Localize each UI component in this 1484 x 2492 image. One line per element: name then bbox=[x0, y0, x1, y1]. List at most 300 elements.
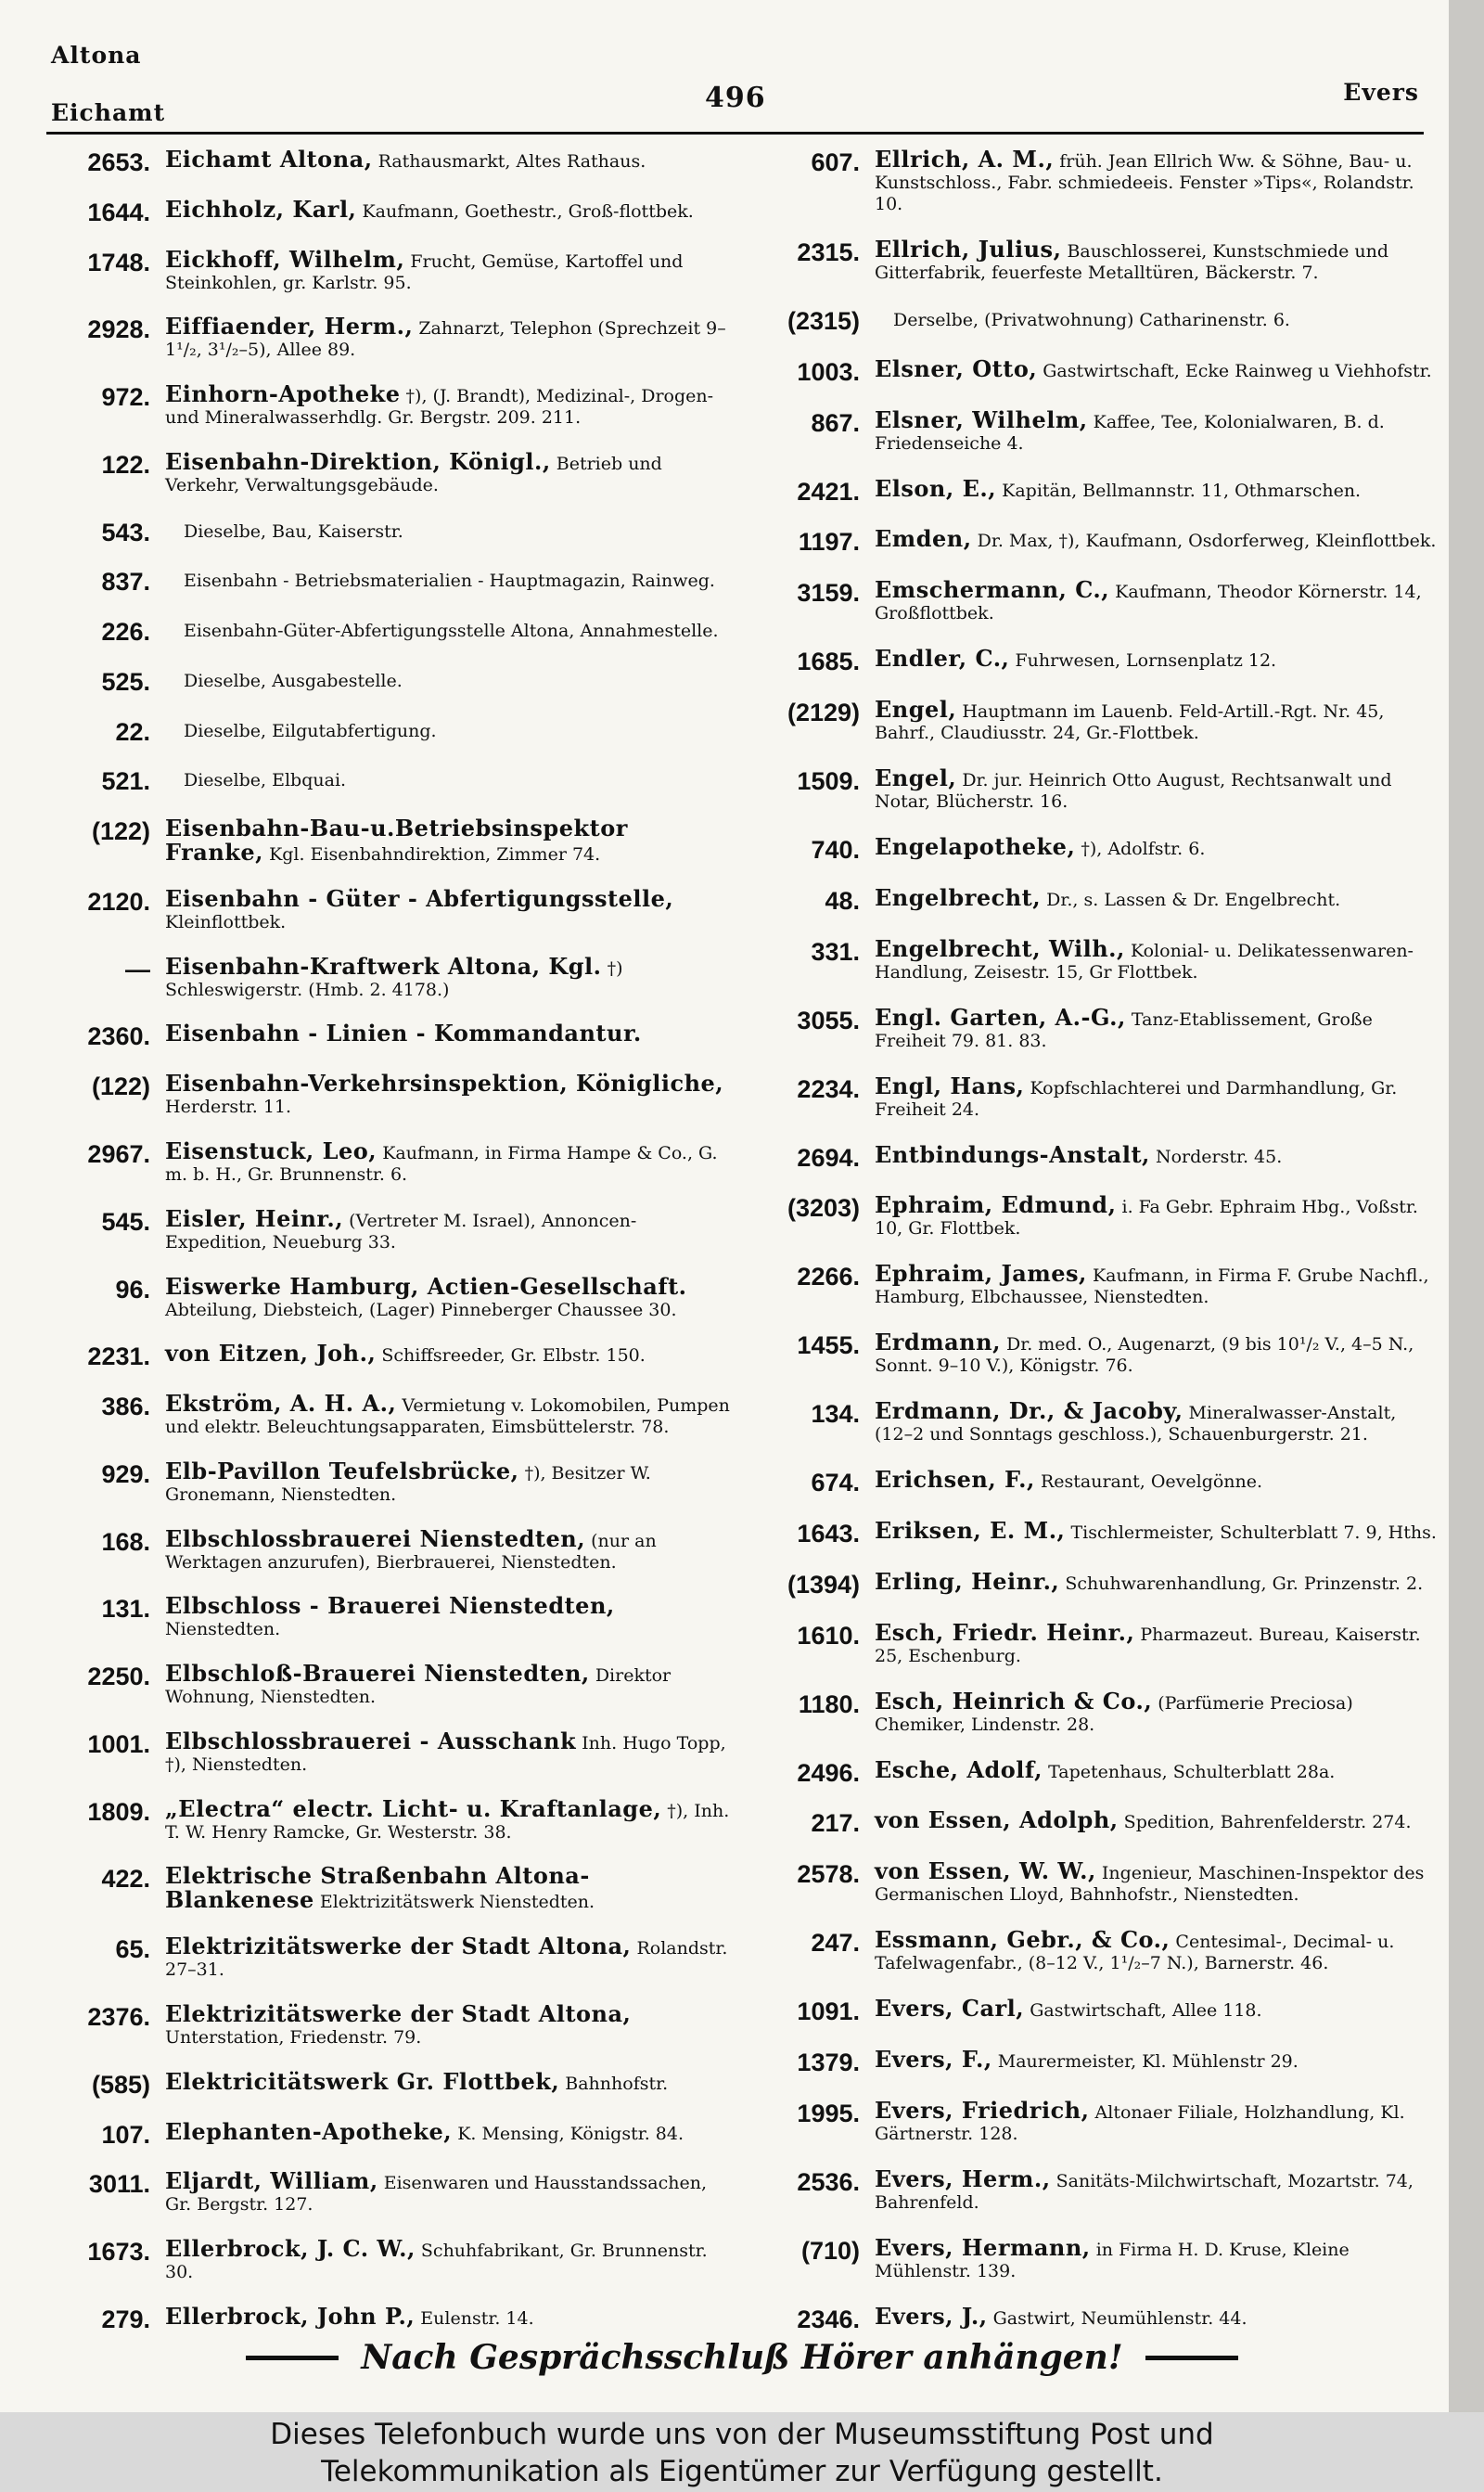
entry-details: Maurermeister, Kl. Mühlenstr 29. bbox=[997, 2051, 1298, 2073]
entry-number: 867. bbox=[811, 408, 860, 437]
entry-text bbox=[165, 1342, 733, 1367]
entry-text bbox=[165, 380, 733, 429]
entry-text bbox=[165, 618, 733, 642]
entry-details: Tapetenhaus, Schulterblatt 28a. bbox=[1048, 1761, 1336, 1782]
entry-name: Elsner, Otto, bbox=[875, 354, 1038, 382]
entry-details: Tischlermeister, Schulterblatt 7. 9, Hths. bbox=[1070, 1522, 1437, 1543]
entry-text bbox=[165, 952, 733, 1001]
entry-details: i. Fa Gebr. Ephraim Hbg., Voßstr. 10, Gr. Flottbek. bbox=[875, 1197, 1418, 1240]
entry-text bbox=[875, 934, 1438, 983]
entry-details: Dr. Max, †), Kaufmann, Osdorferweg, Kleinflottbek. bbox=[977, 531, 1437, 552]
entry-number: 386. bbox=[101, 1393, 150, 1421]
directory-entry bbox=[46, 2167, 733, 2216]
entry-number: 2231. bbox=[87, 1342, 150, 1371]
directory-entry bbox=[756, 2164, 1438, 2214]
entry-text bbox=[875, 1140, 1438, 1168]
entry-name: Elbschlossbrauerei - Ausschank bbox=[165, 1727, 577, 1754]
entry-name: Eiffiaender, Herm., bbox=[165, 313, 414, 340]
entry-number: 2234. bbox=[797, 1074, 860, 1103]
entry-details: Rolandstr. 27–31. bbox=[165, 1938, 728, 1981]
entry-name: Evers, Herm., bbox=[875, 2164, 1051, 2192]
entry-number: 929. bbox=[101, 1459, 150, 1488]
entry-name: Eichholz, Karl, bbox=[165, 195, 357, 223]
entry-name: Erdmann, bbox=[875, 1329, 1001, 1356]
entry-number: 1748. bbox=[87, 248, 150, 276]
entry-details: Eisenbahn - Betriebsmaterialien - Hauptmagazin, Rainweg. bbox=[184, 571, 715, 592]
entry-number: 2536. bbox=[797, 2167, 860, 2196]
entry-number: 2653. bbox=[87, 148, 150, 176]
entry-details: †), Inh. T. W. Henry Ramcke, Gr. Westerstr. 38. bbox=[165, 1800, 730, 1843]
entry-name: Eljardt, William, bbox=[165, 2167, 378, 2195]
entry-text bbox=[165, 1272, 733, 1321]
entry-name: Eickhoff, Wilhelm, bbox=[165, 245, 405, 273]
left-column bbox=[46, 148, 733, 2333]
entry-details: †), Adolfstr. 6. bbox=[1081, 838, 1206, 859]
entry-details: (Vertreter M. Israel), Annoncen-Expedition, Neueburg 33. bbox=[165, 1210, 637, 1252]
entry-text bbox=[875, 1618, 1438, 1667]
entry-details: Direktor Wohnung, Nienstedten. bbox=[165, 1665, 672, 1708]
directory-entry bbox=[46, 148, 733, 176]
entry-name: Esch, Heinrich & Co., bbox=[875, 1687, 1153, 1715]
header-rule bbox=[46, 132, 1424, 135]
entry-name: Eisenbahn-Direktion, Königl., bbox=[165, 447, 551, 475]
notice-line-1: Dieses Telefonbuch wurde uns von der Museumsstiftung Post und bbox=[270, 2418, 1214, 2451]
entry-number: 48. bbox=[825, 886, 860, 915]
entry-number: 545. bbox=[101, 1207, 150, 1236]
entry-details: Rathausmarkt, Altes Rathaus. bbox=[377, 151, 646, 172]
entry-name: Elektrizitätswerke der Stadt Altona, bbox=[165, 1999, 632, 2027]
directory-entry bbox=[46, 195, 733, 226]
entry-number: 3011. bbox=[88, 2170, 150, 2199]
entry-text bbox=[875, 148, 1438, 215]
directory-entry bbox=[46, 1660, 733, 1708]
entry-name: Engelbrecht, Wilh., bbox=[875, 934, 1125, 962]
entry-details: Bahnhofstr. bbox=[565, 2073, 669, 2094]
entry-text bbox=[875, 1397, 1438, 1445]
entry-details: Tanz-Etablissement, Große Freiheit 79. 81. 83. bbox=[875, 1008, 1373, 1051]
entry-number: 2967. bbox=[87, 1140, 150, 1169]
entry-name: Evers, J., bbox=[875, 2302, 988, 2330]
entry-details: Kolonial- u. Delikatessenwaren-Handlung, Zeisestr. 15, Gr Flottbek. bbox=[875, 940, 1414, 983]
directory-entry bbox=[756, 525, 1438, 557]
header-city: Altona bbox=[51, 42, 142, 69]
directory-entry bbox=[46, 884, 733, 933]
entry-name: Elektrizitätswerke der Stadt Altona, bbox=[165, 1933, 632, 1960]
entry-number: (122) bbox=[91, 817, 150, 846]
entry-name: Ephraim, James, bbox=[875, 1260, 1087, 1288]
entry-details: Dieselbe, Ausgabestelle. bbox=[184, 670, 403, 691]
entry-number: 422. bbox=[101, 1865, 150, 1894]
header-last-entry: Evers bbox=[1343, 79, 1419, 106]
entry-name: Ekström, A. H. A., bbox=[165, 1390, 397, 1418]
entry-text bbox=[165, 568, 733, 592]
entry-details: (nur an Werktagen anzurufen), Bierbrauerei, Nienstedten. bbox=[165, 1530, 657, 1573]
entry-details: früh. Jean Ellrich Ww. & Söhne, Bau- u. Kunstschloss., Fabr. schmiedeeis. Fenster »Tips«, Rolandstr. 10. bbox=[875, 151, 1414, 214]
entry-number: (585) bbox=[91, 2070, 150, 2099]
directory-entry bbox=[756, 645, 1438, 676]
directory-entry bbox=[756, 2046, 1438, 2077]
directory-entry bbox=[756, 474, 1438, 506]
entry-name: Ellerbrock, John P., bbox=[165, 2302, 416, 2330]
entry-details: Dieselbe, Elbquai. bbox=[184, 770, 347, 791]
entry-name: Eisler, Heinr., bbox=[165, 1204, 344, 1232]
directory-entry bbox=[756, 1516, 1438, 1548]
entry-text bbox=[165, 2167, 733, 2216]
entry-details: Hauptmann im Lauenb. Feld-Artill.-Rgt. Nr. 45, Bahrf., Claudiusstr. 24, Gr.-Flottbek. bbox=[875, 701, 1385, 744]
entry-text bbox=[165, 668, 733, 692]
ownership-notice bbox=[0, 2412, 1484, 2492]
entry-details: Dr., s. Lassen & Dr. Engelbrecht. bbox=[1046, 889, 1341, 910]
entry-number: (3203) bbox=[787, 1194, 860, 1223]
entry-name: Esche, Adolf, bbox=[875, 1755, 1043, 1783]
entry-name: Einhorn-Apotheke bbox=[165, 380, 401, 408]
directory-entry bbox=[756, 1260, 1438, 1308]
entry-text bbox=[875, 307, 1438, 331]
entry-text bbox=[875, 696, 1438, 744]
entry-name: Erichsen, F., bbox=[875, 1466, 1035, 1494]
directory-entry bbox=[756, 1997, 1438, 2025]
entry-details: Herderstr. 11. bbox=[165, 1097, 292, 1118]
entry-details: Bauschlosserei, Kunstschmiede und Gitterfabrik, feuerfeste Metalltüren, Bäckerstr. 7. bbox=[875, 240, 1389, 283]
entry-name: Ephraim, Edmund, bbox=[875, 1191, 1117, 1219]
entry-text bbox=[875, 2097, 1438, 2145]
entry-number: 65. bbox=[115, 1935, 150, 1964]
entry-text bbox=[165, 1862, 733, 1914]
directory-entry bbox=[756, 1397, 1438, 1445]
entry-number: 3055. bbox=[797, 1006, 860, 1034]
directory-entry bbox=[46, 1204, 733, 1253]
entry-text bbox=[165, 195, 733, 223]
entry-number: 226. bbox=[101, 618, 150, 647]
entry-details: †), Besitzer W. Gronemann, Nienstedten. bbox=[165, 1462, 651, 1505]
entry-number: — bbox=[125, 955, 150, 983]
directory-entry bbox=[46, 315, 733, 361]
entry-details: Sanitäts-Milchwirtschaft, Mozartstr. 74, Bahrenfeld. bbox=[875, 2170, 1414, 2213]
directory-entry bbox=[756, 1191, 1438, 1240]
entry-number: 247. bbox=[811, 1929, 860, 1958]
directory-entry bbox=[46, 1457, 733, 1506]
entry-name: Eiswerke Hamburg, Actien-Gesellschaft. bbox=[165, 1272, 687, 1300]
directory-entry bbox=[46, 952, 733, 1001]
entry-details: Restaurant, Oevelgönne. bbox=[1040, 1471, 1263, 1493]
entry-details: Kaffee, Tee, Kolonialwaren, B. d. Friedenseiche 4. bbox=[875, 411, 1385, 454]
directory-entry bbox=[46, 245, 733, 294]
entry-name: Elektrische Straßenbahn Altona-Blankenese bbox=[165, 1862, 590, 1914]
directory-entry bbox=[756, 934, 1438, 983]
directory-entry bbox=[46, 1524, 733, 1574]
directory-entry bbox=[756, 2097, 1438, 2145]
entry-text bbox=[875, 1567, 1438, 1595]
directory-entry bbox=[46, 1999, 733, 2049]
entry-text bbox=[875, 1191, 1438, 1240]
entry-details: Dieselbe, Bau, Kaiserstr. bbox=[184, 520, 403, 542]
slogan-text: Nach Gesprächsschluß Hörer anhängen! bbox=[361, 2338, 1123, 2377]
entry-text bbox=[875, 1466, 1438, 1494]
directory-entry bbox=[46, 2067, 733, 2099]
entry-name: Emden, bbox=[875, 525, 972, 553]
directory-entry bbox=[756, 1857, 1438, 1906]
entry-name: Eichamt Altona, bbox=[165, 146, 373, 173]
entry-details: Inh. Hugo Topp, †), Nienstedten. bbox=[165, 1732, 726, 1775]
entry-text bbox=[165, 884, 733, 933]
entry-text bbox=[875, 474, 1438, 502]
entry-text bbox=[165, 2117, 733, 2145]
directory-entry bbox=[756, 1687, 1438, 1736]
entry-details: Altonaer Filiale, Holzhandlung, Kl. Gärtnerstr. 128. bbox=[875, 2102, 1405, 2144]
entry-name: Engelbrecht, bbox=[875, 883, 1042, 911]
entry-text bbox=[165, 1727, 733, 1776]
entry-name: Engel, bbox=[875, 764, 957, 792]
entry-number: 1091. bbox=[797, 1997, 860, 2026]
entry-details: Centesimal-, Decimal- u. Tafelwagenfabr., (8–12 V., 1¹/₂–7 N.), Barnerstr. 46. bbox=[875, 1932, 1395, 1974]
entry-text bbox=[875, 405, 1438, 455]
entry-name: Engel, bbox=[875, 696, 957, 724]
entry-text bbox=[875, 2046, 1438, 2074]
directory-entry bbox=[756, 832, 1438, 864]
directory-entry bbox=[46, 1342, 733, 1370]
entry-name: Engelapotheke, bbox=[875, 832, 1076, 860]
entry-name: Evers, F., bbox=[875, 2046, 992, 2074]
entry-details: Fuhrwesen, Lornsenplatz 12. bbox=[1015, 650, 1277, 672]
entry-number: 837. bbox=[101, 568, 150, 597]
entry-name: Erling, Heinr., bbox=[875, 1567, 1060, 1595]
entry-details: Mineralwasser-Anstalt, (12–2 und Sonntags geschloss.), Schauenburgerstr. 21. bbox=[875, 1403, 1397, 1445]
entry-name: Entbindungs-Anstalt, bbox=[875, 1140, 1150, 1168]
entry-number: 131. bbox=[101, 1595, 150, 1624]
entry-name: Evers, Friedrich, bbox=[875, 2097, 1090, 2124]
entry-name: Engl, Hans, bbox=[875, 1072, 1025, 1099]
entry-number: 122. bbox=[101, 450, 150, 479]
directory-entry bbox=[46, 380, 733, 429]
entry-name: Erdmann, Dr., & Jacoby, bbox=[875, 1397, 1183, 1425]
entry-text bbox=[165, 2302, 733, 2330]
entry-text bbox=[165, 767, 733, 791]
entry-name: Elbschloß-Brauerei Nienstedten, bbox=[165, 1660, 590, 1688]
entry-text bbox=[875, 764, 1438, 813]
entry-text bbox=[875, 1806, 1438, 1834]
entry-number: 1643. bbox=[797, 1519, 860, 1548]
entry-text bbox=[165, 1137, 733, 1186]
entry-details: Nienstedten. bbox=[165, 1619, 281, 1640]
entry-name: Evers, Carl, bbox=[875, 1995, 1025, 2023]
directory-entry bbox=[756, 1567, 1438, 1599]
entry-text bbox=[875, 1003, 1438, 1052]
entry-text bbox=[165, 1794, 733, 1843]
directory-entry bbox=[46, 519, 733, 546]
directory-entry bbox=[756, 1072, 1438, 1121]
footer-slogan bbox=[0, 2338, 1484, 2377]
entry-number: 1809. bbox=[87, 1797, 150, 1826]
directory-entry bbox=[756, 2233, 1438, 2282]
entry-number: 134. bbox=[811, 1400, 860, 1429]
entry-text bbox=[165, 1390, 733, 1438]
directory-entry bbox=[46, 1390, 733, 1438]
entry-number: 1197. bbox=[798, 528, 860, 557]
entry-text bbox=[165, 2067, 733, 2095]
directory-entry bbox=[756, 576, 1438, 624]
entry-text bbox=[875, 883, 1438, 911]
notice-line-2: Telekommunikation als Eigentümer zur Verfügung gestellt. bbox=[321, 2455, 1163, 2488]
entry-text bbox=[875, 2233, 1438, 2282]
entry-number: 1610. bbox=[797, 1621, 860, 1650]
entry-details: Elektrizitätswerk Nienstedten. bbox=[319, 1892, 595, 1913]
entry-number: (2129) bbox=[787, 699, 860, 727]
entry-text bbox=[165, 1592, 733, 1640]
entry-text bbox=[875, 1926, 1438, 1974]
entry-text bbox=[165, 1204, 733, 1253]
entry-number: 279. bbox=[101, 2305, 150, 2333]
entry-name: von Essen, W. W., bbox=[875, 1857, 1096, 1885]
directory-entry bbox=[46, 817, 733, 866]
page-edge bbox=[1449, 0, 1484, 2412]
directory-entry bbox=[756, 354, 1438, 386]
entry-text bbox=[165, 1524, 733, 1574]
entry-name: Eriksen, E. M., bbox=[875, 1516, 1066, 1544]
directory-entry bbox=[756, 1331, 1438, 1377]
entry-number: (1394) bbox=[787, 1570, 860, 1599]
entry-details: Schuhfabrikant, Gr. Brunnenstr. 30. bbox=[165, 2241, 708, 2283]
entry-number: 2578. bbox=[797, 1860, 860, 1889]
entry-text bbox=[875, 1755, 1438, 1783]
entry-number: 2250. bbox=[87, 1663, 150, 1691]
entry-text bbox=[165, 519, 733, 543]
entry-number: 1455. bbox=[797, 1331, 860, 1360]
directory-entry bbox=[46, 1935, 733, 1981]
directory-entry bbox=[46, 568, 733, 596]
entry-name: von Eitzen, Joh., bbox=[165, 1340, 377, 1368]
entry-number: (122) bbox=[91, 1073, 150, 1101]
entry-details: Kleinflottbek. bbox=[165, 911, 287, 932]
entry-text bbox=[875, 832, 1438, 860]
entry-number: 972. bbox=[101, 383, 150, 412]
entry-number: 1995. bbox=[797, 2100, 860, 2127]
directory-entry bbox=[756, 1926, 1438, 1974]
entry-name: Esch, Friedr. Heinr., bbox=[875, 1618, 1135, 1646]
entry-text bbox=[875, 2302, 1438, 2330]
entry-details: Dr. med. O., Augenarzt, (9 bis 10¹/₂ V., 4–5 N., Sonnt. 9–10 V.), Königstr. 76. bbox=[875, 1334, 1414, 1377]
directory-entry bbox=[46, 1137, 733, 1186]
directory-entry bbox=[46, 718, 733, 746]
entry-name: Engl. Garten, A.-G., bbox=[875, 1003, 1126, 1031]
entry-name: „Electra“ electr. Licht- u. Kraftanlage, bbox=[165, 1794, 662, 1822]
entry-name: Essmann, Gebr., & Co., bbox=[875, 1926, 1171, 1954]
entry-details: Kaufmann, Goethestr., Groß-flottbek. bbox=[362, 200, 694, 222]
entry-details: Dr. jur. Heinrich Otto August, Rechtsanwalt und Notar, Blücherstr. 16. bbox=[875, 770, 1392, 813]
entry-details: †) Schleswigerstr. (Hmb. 2. 4178.) bbox=[165, 957, 623, 1000]
entry-number: 1003. bbox=[797, 357, 860, 386]
entry-number: 1180. bbox=[798, 1689, 860, 1718]
entry-number: 1673. bbox=[87, 2238, 150, 2267]
entry-details: Dieselbe, Eilgutabfertigung. bbox=[184, 720, 437, 741]
entry-number: 607. bbox=[811, 148, 860, 176]
directory-entry bbox=[46, 1272, 733, 1321]
directory-entry bbox=[46, 447, 733, 496]
entry-details: Abteilung, Diebsteich, (Lager) Pinneberger Chaussee 30. bbox=[165, 1299, 677, 1320]
entry-number: 2120. bbox=[87, 887, 150, 916]
entry-text bbox=[165, 718, 733, 742]
entry-number: 2360. bbox=[87, 1022, 150, 1051]
entry-text bbox=[165, 1457, 733, 1506]
entry-number: 2496. bbox=[797, 1758, 860, 1787]
slogan-dash-right bbox=[1145, 2356, 1238, 2360]
entry-text bbox=[165, 315, 733, 361]
entry-text bbox=[875, 1687, 1438, 1736]
entry-name: Endler, C., bbox=[875, 645, 1010, 673]
entry-number: 96. bbox=[115, 1275, 150, 1304]
page-number: 496 bbox=[705, 82, 766, 114]
entry-details: Frucht, Gemüse, Kartoffel und Steinkohlen, gr. Karlstr. 95. bbox=[165, 250, 684, 293]
entry-name: Elson, E., bbox=[875, 474, 997, 502]
entry-number: (2315) bbox=[787, 306, 860, 335]
directory-entry bbox=[46, 767, 733, 795]
entry-details: Unterstation, Friedenstr. 79. bbox=[165, 2026, 422, 2048]
entry-text bbox=[165, 148, 733, 173]
entry-number: 2421. bbox=[797, 477, 860, 506]
entry-number: 2315. bbox=[797, 238, 860, 266]
entry-details: Schuhwarenhandlung, Gr. Prinzenstr. 2. bbox=[1065, 1573, 1424, 1594]
entry-number: 1685. bbox=[797, 648, 860, 676]
directory-entry bbox=[756, 696, 1438, 744]
directory-entry bbox=[756, 1140, 1438, 1172]
entry-number: (710) bbox=[800, 2236, 860, 2265]
entry-text bbox=[165, 1070, 733, 1118]
header-first-entry: Eichamt bbox=[51, 99, 166, 126]
entry-details: Norderstr. 45. bbox=[1155, 1146, 1283, 1167]
entry-number: 3159. bbox=[797, 579, 860, 608]
directory-entry bbox=[756, 405, 1438, 455]
entry-details: Vermietung v. Lokomobilen, Pumpen und elektr. Beleuchtungsapparaten, Eimsbüttelerstr. 78. bbox=[165, 1395, 730, 1438]
entry-name: Ellrich, A. M., bbox=[875, 146, 1055, 173]
entry-text bbox=[165, 1935, 733, 1981]
entry-number: 22. bbox=[115, 717, 150, 746]
entry-number: 543. bbox=[101, 518, 150, 546]
entry-text bbox=[875, 354, 1438, 382]
entry-number: 2346. bbox=[797, 2305, 860, 2333]
directory-entry bbox=[756, 2302, 1438, 2333]
directory-entry bbox=[46, 1862, 733, 1914]
directory-entry bbox=[756, 1618, 1438, 1667]
entry-name: Evers, Hermann, bbox=[875, 2233, 1091, 2261]
entry-details: in Firma H. D. Kruse, Kleine Mühlenstr. 139. bbox=[875, 2239, 1350, 2281]
entry-text bbox=[875, 235, 1438, 284]
entry-details: Kapitän, Bellmannstr. 11, Othmarschen. bbox=[1002, 480, 1362, 501]
entry-details: Gastwirt, Neumühlenstr. 44. bbox=[992, 2307, 1247, 2329]
entry-text bbox=[165, 2235, 733, 2283]
entry-details: Derselbe, (Privatwohnung) Catharinenstr. 6. bbox=[893, 309, 1290, 330]
directory-entry bbox=[46, 1592, 733, 1640]
entry-name: Emschermann, C., bbox=[875, 576, 1110, 604]
entry-details: Eisenbahn-Güter-Abfertigungsstelle Altona, Annahmestelle. bbox=[184, 621, 719, 642]
directory-entry bbox=[756, 1755, 1438, 1787]
entry-text bbox=[875, 1857, 1438, 1906]
entry-text bbox=[165, 1999, 733, 2049]
directory-entry bbox=[756, 883, 1438, 915]
entry-details: Kopfschlachterei und Darmhandlung, Gr. Freiheit 24. bbox=[875, 1077, 1398, 1120]
entry-name: Elsner, Wilhelm, bbox=[875, 405, 1088, 433]
entry-number: 107. bbox=[101, 2120, 150, 2149]
entry-number: 331. bbox=[811, 937, 860, 966]
entry-number: 1644. bbox=[87, 198, 150, 226]
entry-details: Schiffsreeder, Gr. Elbstr. 150. bbox=[381, 1345, 646, 1367]
directory-entry bbox=[46, 2302, 733, 2333]
entry-name: Elephanten-Apotheke, bbox=[165, 2117, 453, 2145]
entry-details: †), (J. Brandt), Medizinal-, Drogen- und Mineralwasserhdlg. Gr. Bergstr. 209. 211. bbox=[165, 386, 714, 429]
entry-name: Ellerbrock, J. C. W., bbox=[165, 2235, 416, 2263]
entry-details: Pharmazeut. Bureau, Kaiserstr. 25, Eschenburg. bbox=[875, 1624, 1421, 1666]
directory-entry bbox=[756, 235, 1438, 284]
entry-text bbox=[165, 447, 733, 496]
directory-entry bbox=[46, 2117, 733, 2149]
